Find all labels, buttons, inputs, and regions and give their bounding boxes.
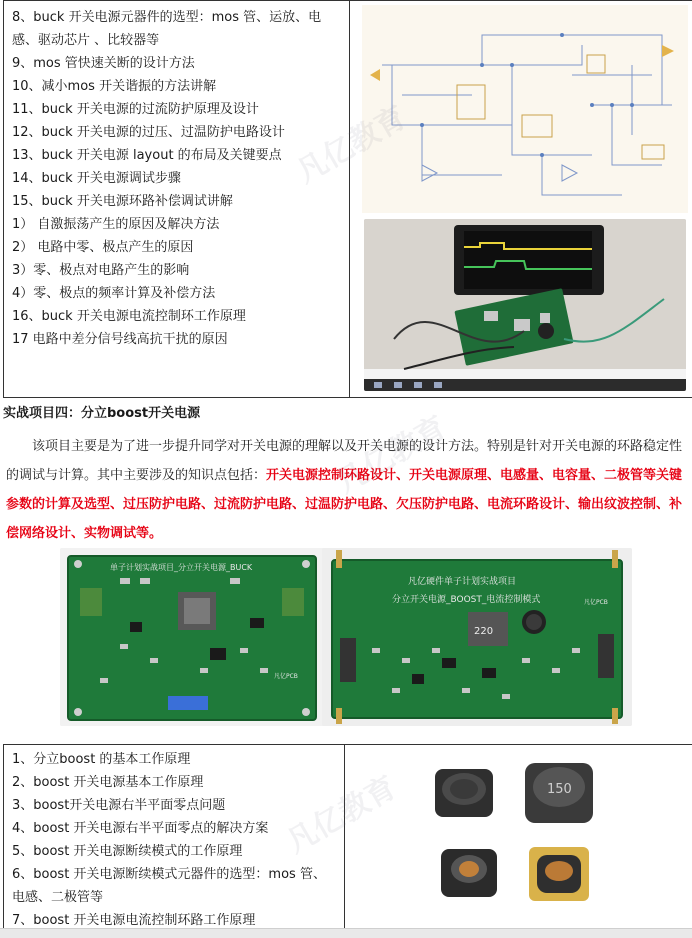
schematic-image [362,5,688,213]
list-item: 1、分立boost 的基本工作原理 [12,752,191,767]
boost-silkscreen-title: 凡亿硬件单子计划实战项目 [408,577,517,587]
buck-logo: 凡亿PCB [274,673,298,680]
buck-board-image [60,548,324,726]
topic-table-boost [3,744,692,930]
list-item: 3、boost开关电源右半平面零点问题 [12,798,226,813]
list-item: 电感、二极管等 [12,890,104,905]
watermark: 凡亿教育 [281,769,403,861]
list-item: 14、buck 开关电源调试步骤 [12,171,181,186]
list-item: 16、buck 开关电源电流控制环工作原理 [12,309,246,324]
boost-logo: 凡亿PCB [584,599,608,606]
topic-list-cell [4,745,345,929]
watermark: 凡亿教育 [331,409,453,501]
boost-silkscreen-subtitle: 分立开关电源_BOOST_电流控制模式 [392,595,541,605]
list-item: 3）零、极点对电路产生的影响 [12,263,190,278]
topic-table-buck [3,0,692,398]
boost-board-image [322,548,632,726]
list-item: 感、驱动芯片 、比较器等 [12,33,160,48]
scope-test-setup-image [364,219,686,391]
list-item: 5、boost 开关电源断续模式的工作原理 [12,844,243,859]
buck-pcb-photo [60,548,324,726]
list-item: 8、buck 开关电源元器件的选型：mos 管、运放、电 [12,10,322,25]
topic-list-cell [4,1,350,397]
list-item: 1） 自激振荡产生的原因及解决方法 [12,217,220,232]
list-item: 11、buck 开关电源的过流防护原理及设计 [12,102,259,117]
oscilloscope-photo [364,219,686,391]
inductor-photo [425,759,605,925]
image-cell [350,1,692,397]
image-cell [345,745,692,929]
boost-inductor-marking: 220 [474,626,494,637]
list-item: 13、buck 开关电源 layout 的布局及关键要点 [12,148,282,163]
boost-pcb-photo [322,548,632,726]
list-item: 6、boost 开关电源断续模式元器件的选型：mos 管、 [12,867,326,882]
knowledge-points-highlight: 开关电源控制环路设计、开关电源原理、电感量、电容量、二极管等关键参数的计算及选型、过压防护电路、过流防护电路、过温防护电路、欠压防护电路、电流环路设计、输出纹波控制、补偿网络设计、实物调试等。 [6,468,683,541]
list-item: 7、boost 开关电源电流控制环路工作原理 [12,913,256,928]
project-intro-paragraph [6,432,688,548]
list-item: 4）零、极点的频率计算及补偿方法 [12,286,216,301]
intro-text: 该项目主要是为了进一步提升同学对开关电源的理解以及开关电源的设计方法。特别是针对开关电源的环路稳定性的调试与计算。其中主要涉及的知识点包括： [6,439,683,483]
list-item: 2） 电路中零、极点产生的原因 [12,240,194,255]
list-item: 17 电路中差分信号线高抗干扰的原因 [12,332,228,347]
project-heading: 实战项目四：分立boost开关电源 [3,406,201,421]
list-item: 2、boost 开关电源基本工作原理 [12,775,204,790]
list-item: 15、buck 开关电源环路补偿调试讲解 [12,194,233,209]
inductor-marking: 150 [547,782,572,797]
list-item: 4、boost 开关电源右半平面零点的解决方案 [12,821,269,836]
list-item: 10、减小mos 开关谐振的方法讲解 [12,79,217,94]
watermark: 凡亿教育 [291,99,413,191]
list-item: 9、mos 管快速关断的设计方法 [12,56,195,71]
buck-silkscreen: 单子计划实战项目_分立开关电源_BUCK [110,563,253,572]
list-item: 12、buck 开关电源的过压、过温防护电路设计 [12,125,285,140]
